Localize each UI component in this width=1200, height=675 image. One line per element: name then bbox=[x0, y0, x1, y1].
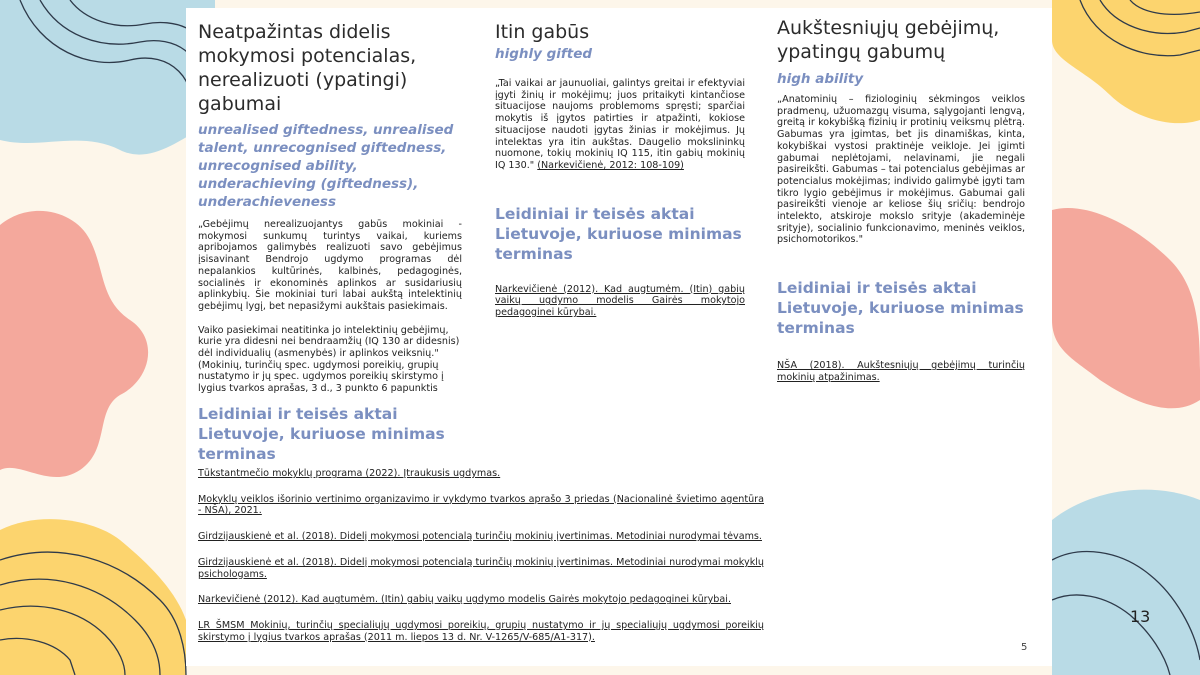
column-highly-gifted bbox=[495, 20, 745, 319]
definition-paragraph bbox=[495, 78, 745, 172]
document-page bbox=[186, 8, 1052, 666]
page-number: 5 bbox=[1021, 642, 1028, 653]
blob-blue-bottom-right bbox=[1052, 490, 1200, 675]
definition-paragraph-2: Vaiko pasiekimai neatitinka jo intelektinių gebėjimų, kurie yra didesni nei bendraamžių (IQ 130 ar didesnis) dėl individualių (asmenybės) ir aplinkos veiksnių." (Mokinių, turinčių spec. ugdymosi poreikių, grupių nustatymo ir jų spec. ugdymos poreikių skirstymo į lygius tvarkos aprašas, 3 d., 3 punkto 6 papunktis bbox=[198, 324, 460, 395]
column-subtitle-english: highly gifted bbox=[495, 46, 593, 62]
definition-paragraph: „Gebėjimų nerealizuojantys gabūs mokiniai - mokymosi sunkumų turintys vaikai, kuriems apribojamos galimybės realizuoti savo gebėjimus įsisavinant Bendrojo ugdymo programas dėl nepalankios kultūrinės, kalbinės, pedagoginės, socialinės ir ekonominės aplinkos ar susidariusių aplinkybių. Šie mokiniai turi labai aukštą intelektinių gebėjimų lygį, bet nepasižymi aukštais pasiekimais. bbox=[198, 219, 462, 312]
reference-link[interactable]: Narkevičienė (2012). Kad augtumėm. (Itin) gabių vaikų ugdymo modelis Gairės mokytojo pedagoginei kūrybai. bbox=[495, 283, 745, 319]
column-subtitle-english: unrealised giftedness, unrealised talent, unrecognised giftedness, unrecognised ability, underachieving (giftedness), underachieveness bbox=[198, 122, 454, 210]
citation-link[interactable]: (Narkevičienė, 2012: 108-109) bbox=[537, 159, 684, 171]
column-title: Neatpažintas didelis mokymosi potencialas, nerealizuoti (ypatingi) gabumai bbox=[198, 21, 417, 115]
section-heading: Leidiniai ir teisės aktai Lietuvoje, kuriuose minimas terminas bbox=[198, 404, 445, 463]
blob-yellow-bottom-left bbox=[0, 519, 186, 675]
reference-item[interactable]: Narkevičienė (2012). Kad augtumėm. (Itin) gabių vaikų ugdymo modelis Gairės mokytojo pedagoginei kūrybai. bbox=[198, 594, 731, 606]
column-unrealised-giftedness bbox=[198, 20, 462, 464]
reference-link[interactable]: NŠA (2018). Aukštesniųjų gebėjimų turinčių mokinių atpažinimas. bbox=[777, 360, 1025, 383]
reference-item[interactable]: LR ŠMSM Mokinių, turinčių specialiųjų ugdymosi poreikių, grupių nustatymo ir jų specialiųjų ugdymosi poreikių skirstymo į lygius tvarkos aprašas (2011 m. liepos 13 d. Nr. V-1265/V-685/A1-317). bbox=[198, 619, 764, 643]
definition-text: „Tai vaikai ar jaunuoliai, galintys greitai ir efektyviai įgyti žinių ir mokėjimų; juos pritaikyti kintančiose situacijose naujoms problemoms spręsti; sparčiai mokytis iš įgytos patirties ir atpažinti, kokiose situacijose naudoti įgytas žinias ir mokėjimus. Jų intelektas yra itin aukštas. Daugelio mokslininkų nuomone, tokių mokinių IQ 115, itin gabių mokinių IQ 130." bbox=[495, 78, 745, 171]
reference-item[interactable]: Tūkstantmečio mokyklų programa (2022). Įtraukusis ugdymas. bbox=[198, 468, 501, 479]
blob-pink-right bbox=[1052, 208, 1200, 408]
column-high-ability bbox=[777, 16, 1025, 384]
blob-yellow-top-right bbox=[1052, 0, 1200, 123]
column-subtitle-english: high ability bbox=[777, 71, 864, 87]
definition-paragraph: „Anatominių – fiziologinių sėkmingos veiklos pradmenų, užuomazgų visuma, sąlygojanti lengvą, greitą ir kokybišką fizinių ir protinių veiksmų plėtrą. Gabumas yra įgimtas, bet jis dinamiškas, kinta, kokybiškai vystosi praktinėje veikloje. Jei įgimti gabumai neplėtojami, nelavinami, jie negali pasireikšti. Gabumas – tai potencialus gebėjimas ar potencialus mokėjimas; individo galimybė įgyti tam tikro lygio gebėjimus ir mokėjimus. Gabumai gali pasireikšti vienoje ar keliose šių sričių: bendrojo intelekto, atskiroje mokslo srityje (akademinėje srityje), socialinio funkcionavimo, meninės veiklos, psichomotorikos." bbox=[777, 94, 1025, 246]
reference-item[interactable]: Girdzijauskienė et al. (2018). Didelį mokymosi potencialą turinčių mokinių įvertinimas. Metodiniai nurodymai tėvams. bbox=[198, 531, 762, 543]
blob-pink-left bbox=[0, 211, 148, 477]
section-heading: Leidiniai ir teisės aktai Lietuvoje, kuriuose minimas terminas bbox=[495, 204, 742, 263]
column-title: Aukštesniųjų gebėjimų, ypatingų gabumų bbox=[777, 17, 1000, 63]
section-heading: Leidiniai ir teisės aktai Lietuvoje, kuriuose minimas terminas bbox=[777, 279, 1024, 338]
reference-list bbox=[198, 468, 764, 643]
reference-item[interactable]: Mokyklų veiklos išorinio vertinimo organizavimo ir vykdymo tvarkos aprašo 3 priedas (Nacionalinė švietimo agentūra - NŠA), 2021. bbox=[198, 493, 764, 517]
reference-item[interactable]: Girdzijauskienė et al. (2018). Didelį mokymosi potencialą turinčių mokinių įvertinimas. Metodiniai nurodymai mokyklų psichologams. bbox=[198, 556, 764, 580]
column-title: Itin gabūs bbox=[495, 21, 590, 43]
slide-number: 13 bbox=[1130, 607, 1151, 626]
